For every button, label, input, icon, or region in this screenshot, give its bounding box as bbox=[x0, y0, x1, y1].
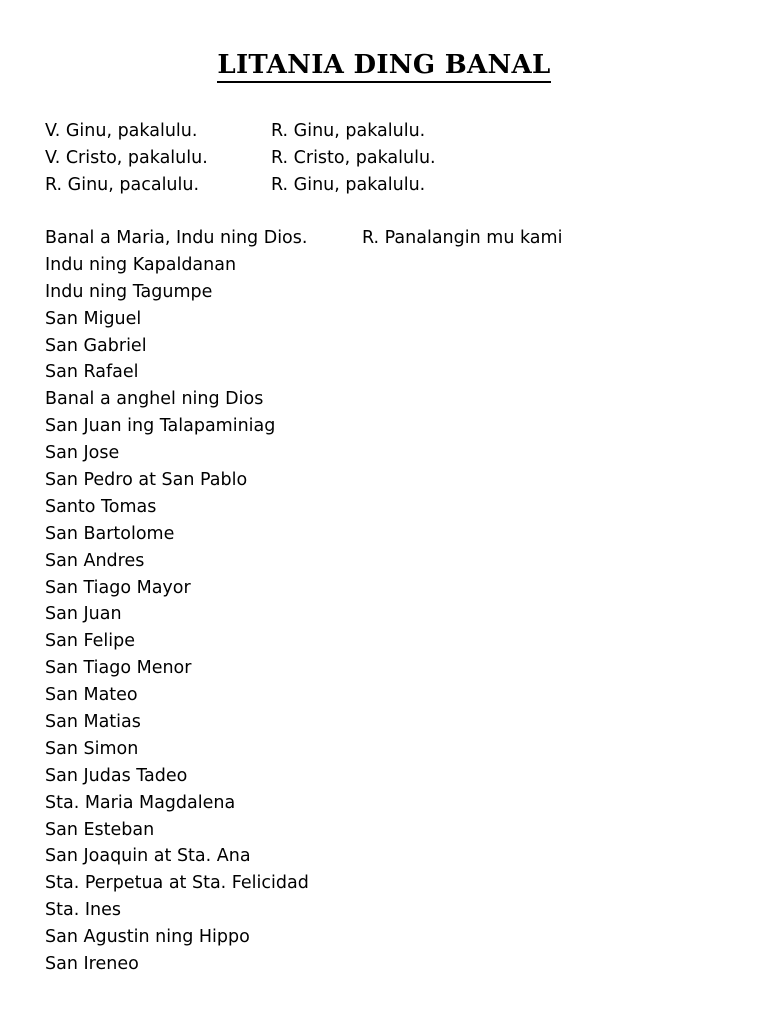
invocation-text: Banal a anghel ning Dios bbox=[45, 389, 264, 410]
list-item bbox=[45, 682, 309, 709]
invocation-text: San Matias bbox=[45, 712, 141, 733]
title-text: LITANIA DING BANAL bbox=[217, 50, 550, 83]
list-item bbox=[45, 924, 309, 951]
list-item bbox=[45, 440, 309, 467]
list-item bbox=[45, 790, 309, 817]
list-item bbox=[45, 575, 309, 602]
list-item bbox=[45, 494, 309, 521]
invocation-text: San Juan ing Talapaminiag bbox=[45, 416, 276, 437]
invocation-text: San Andres bbox=[45, 550, 145, 571]
versicle-row bbox=[45, 172, 426, 199]
invocation-text: San Tiago Menor bbox=[45, 658, 192, 679]
invocation-text: San Esteban bbox=[45, 819, 155, 840]
invocation-text: San Rafael bbox=[45, 362, 139, 383]
invocation-text: San Joaquin at Sta. Ana bbox=[45, 846, 251, 867]
invocation-text: San Jose bbox=[45, 443, 120, 464]
list-item bbox=[45, 386, 309, 413]
invocation-text: Indu ning Tagumpe bbox=[45, 281, 213, 302]
invocation-text: Sta. Ines bbox=[45, 900, 121, 921]
list-item bbox=[45, 897, 309, 924]
invocation-text: San Ireneo bbox=[45, 954, 139, 975]
list-item bbox=[45, 870, 309, 897]
list-item bbox=[45, 951, 309, 978]
invocation-text: San Bartolome bbox=[45, 523, 175, 544]
invocation-text: San Miguel bbox=[45, 308, 142, 329]
list-item bbox=[45, 359, 309, 386]
invocation-text: Santo Tomas bbox=[45, 496, 157, 517]
list-item bbox=[45, 279, 309, 306]
invocation-text: San Juan bbox=[45, 604, 122, 625]
list-item bbox=[45, 548, 309, 575]
first-invocation-row bbox=[45, 225, 563, 252]
list-item bbox=[45, 628, 309, 655]
list-item bbox=[45, 817, 309, 844]
invocation-text: San Mateo bbox=[45, 685, 138, 706]
versicle-row bbox=[45, 145, 436, 172]
invocation-text: Sta. Perpetua at Sta. Felicidad bbox=[45, 873, 309, 894]
list-item bbox=[45, 763, 309, 790]
versicle-response: R. Ginu, pakalulu. bbox=[271, 174, 426, 195]
invocation-text: Banal a Maria, Indu ning Dios. bbox=[45, 228, 308, 248]
versicle-response: R. Cristo, pakalulu. bbox=[271, 147, 436, 168]
invocation-text: Sta. Maria Magdalena bbox=[45, 792, 236, 813]
versicle-left: V. Cristo, pakalulu. bbox=[45, 147, 208, 168]
invocation-text: San Tiago Mayor bbox=[45, 577, 191, 598]
list-item bbox=[45, 709, 309, 736]
versicle-left: V. Ginu, pakalulu. bbox=[45, 121, 198, 141]
invocation-text: San Judas Tadeo bbox=[45, 765, 188, 786]
list-item bbox=[45, 521, 309, 548]
document-title bbox=[0, 47, 768, 83]
versicle-row bbox=[45, 118, 426, 145]
list-item bbox=[45, 843, 309, 870]
list-item bbox=[45, 413, 309, 440]
list-item bbox=[45, 333, 309, 360]
invocation-list bbox=[45, 225, 563, 978]
invocation-response: R. Panalangin mu kami bbox=[362, 228, 563, 248]
list-item bbox=[45, 655, 309, 682]
versicle-left: R. Ginu, pacalulu. bbox=[45, 174, 200, 195]
versicle-block bbox=[45, 118, 436, 199]
list-item bbox=[45, 601, 309, 628]
invocation-text: San Agustin ning Hippo bbox=[45, 927, 250, 948]
list-item bbox=[45, 736, 309, 763]
list-item bbox=[45, 252, 309, 279]
invocation-text: San Gabriel bbox=[45, 335, 147, 356]
invocation-text: San Felipe bbox=[45, 631, 135, 652]
list-item bbox=[45, 306, 309, 333]
versicle-response: R. Ginu, pakalulu. bbox=[271, 121, 426, 141]
invocation-text: Indu ning Kapaldanan bbox=[45, 254, 237, 275]
invocation-text: San Simon bbox=[45, 738, 139, 759]
invocation-text: San Pedro at San Pablo bbox=[45, 470, 248, 491]
list-item bbox=[45, 467, 309, 494]
